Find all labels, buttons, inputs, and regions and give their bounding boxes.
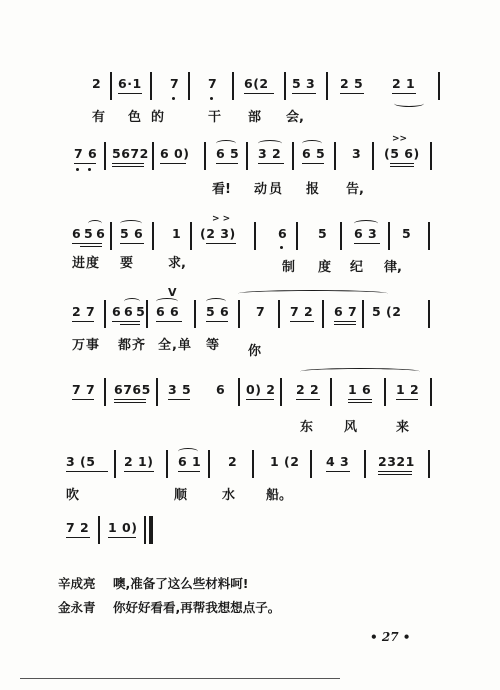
barline: [322, 300, 324, 328]
barline: [98, 516, 100, 544]
lyric: 纪: [350, 260, 364, 275]
lyric: 干: [208, 110, 222, 125]
lyric: 会,: [286, 110, 304, 125]
note-group: 6 3: [354, 226, 378, 241]
barline: [254, 222, 256, 250]
note-group: 7 7: [72, 382, 96, 397]
barline: [292, 142, 294, 170]
final-barline-thin: [144, 516, 146, 544]
barline: [166, 450, 168, 478]
note-group: 2: [228, 454, 238, 469]
note-group: 6765: [114, 382, 151, 397]
note-group: 7 6: [74, 146, 98, 161]
note-group: (2 3): [200, 226, 236, 241]
barline: [296, 222, 298, 250]
lyric: 吹: [66, 488, 80, 503]
barline: [190, 222, 192, 250]
barline: [340, 222, 342, 250]
lyric: 万事: [72, 338, 101, 353]
lyric: 进度: [72, 256, 101, 271]
barline: [238, 300, 240, 328]
note-group: 1: [172, 226, 182, 241]
note-group: 2 5: [340, 76, 364, 91]
note-group: 1 6: [348, 382, 372, 397]
score-system-2: 7 6 5672 6 0) 6 5 3 2 6 5 3 >> (5 6) 看! 动员 报 告,: [0, 0, 500, 80]
note-group: 7: [208, 76, 218, 91]
barline: [430, 142, 432, 170]
barline: [310, 450, 312, 478]
barline: [330, 378, 332, 406]
note-group: 6 5: [302, 146, 326, 161]
note-group: 6: [278, 226, 288, 241]
note-group: 7: [256, 304, 266, 319]
speaker-name: 金永青: [58, 600, 96, 615]
note-group: 2 7: [72, 304, 96, 319]
barline: [146, 300, 148, 328]
lyric: 求,: [168, 256, 186, 271]
lyric: 制: [282, 260, 296, 275]
speaker-name: 辛成亮: [58, 576, 96, 591]
final-barline-thick: [149, 516, 153, 544]
score-system-4: 2 7 6 6 5 V 6 6 5 6 7 7 2 6 7 5 (2 万事 都齐 全,单 等 你: [0, 0, 500, 80]
barline: [114, 450, 116, 478]
note-group: 6 5 6: [72, 226, 105, 241]
lyric: 等: [206, 338, 220, 353]
lyric: 度: [318, 260, 332, 275]
lyric: 都齐: [118, 338, 147, 353]
barline: [280, 378, 282, 406]
lyric: 顺: [174, 488, 188, 503]
note-group: 6(2: [244, 76, 269, 91]
bottom-rule: [20, 678, 340, 679]
note-group: 3: [352, 146, 362, 161]
barline: [110, 222, 112, 250]
lyric: 要: [120, 256, 134, 271]
note-group: 4 3: [326, 454, 350, 469]
note-group: 5: [402, 226, 412, 241]
note-group: 6 6 5: [112, 304, 145, 319]
barline: [428, 222, 430, 250]
lyric: 风: [344, 420, 358, 435]
note-group: 5 6: [206, 304, 230, 319]
note-group: 5 3: [292, 76, 316, 91]
dialogue-line-2: [58, 598, 280, 616]
note-group: 2 1): [124, 454, 154, 469]
lyric: 东: [300, 420, 314, 435]
note-group: 6 1: [178, 454, 202, 469]
barline: [104, 300, 106, 328]
barline: [156, 378, 158, 406]
lyric: 色的: [128, 110, 175, 125]
note-group: 3 (5: [66, 454, 96, 469]
barline: [246, 142, 248, 170]
lyric: 全,单: [158, 338, 192, 353]
note-group: 2 1: [392, 76, 416, 91]
note-group: 5 6: [120, 226, 144, 241]
dialogue-line-1: [58, 574, 248, 592]
barline: [428, 450, 430, 478]
note-group: 6: [216, 382, 226, 397]
lyric: 有: [92, 110, 106, 125]
note-group: 7 2: [66, 520, 90, 535]
dialogue-text: 你好好看看,再帮我想想点子。: [113, 600, 281, 615]
lyric: 动员: [254, 182, 285, 197]
barline: [388, 222, 390, 250]
note-group: 6·1: [118, 76, 142, 91]
note-group: (5 6): [384, 146, 420, 161]
lyric: 律,: [384, 260, 402, 275]
barline: [362, 300, 364, 328]
note-group: 1 (2: [270, 454, 300, 469]
score-system-3: 6 5 6 5 6 1 > > (2 3) 6 5 6 3 5 进度 要 求, 制 度 纪 律,: [0, 0, 500, 80]
lyric: 水: [222, 488, 236, 503]
barline: [208, 450, 210, 478]
note-group: 5: [318, 226, 328, 241]
note-group: 5 (2: [372, 304, 402, 319]
dialogue-text: 噢,准备了这么些材料呵!: [113, 576, 249, 591]
lyric: 告,: [346, 182, 364, 197]
barline: [372, 142, 374, 170]
note-group: 2321: [378, 454, 415, 469]
barline: [334, 142, 336, 170]
note-group: 5672: [112, 146, 149, 161]
barline: [238, 378, 240, 406]
barline: [152, 142, 154, 170]
barline: [204, 142, 206, 170]
barline: [384, 378, 386, 406]
lyric: 来: [396, 420, 410, 435]
page-number: • 27 •: [370, 630, 411, 644]
barline: [152, 222, 154, 250]
barline: [430, 378, 432, 406]
note-group: 3 5: [168, 382, 192, 397]
lyric: 看!: [212, 182, 231, 197]
barline: [252, 450, 254, 478]
note-group: 6 5: [216, 146, 240, 161]
barline: [104, 378, 106, 406]
lyric: 你: [248, 344, 262, 359]
barline: [194, 300, 196, 328]
note-group: 1 0): [108, 520, 138, 535]
lyric: 部: [248, 110, 262, 125]
barline: [278, 300, 280, 328]
lyric: 船。: [266, 488, 293, 503]
note-group: 1 2: [396, 382, 420, 397]
barline: [428, 300, 430, 328]
note-group: 3 2: [258, 146, 282, 161]
note-group: 2 2: [296, 382, 320, 397]
note-group: 6 6: [156, 304, 180, 319]
barline: [104, 142, 106, 170]
barline: [364, 450, 366, 478]
note-group: 2: [92, 76, 102, 91]
note-group: 6 0): [160, 146, 190, 161]
note-group: 7: [170, 76, 180, 91]
note-group: 0) 2: [246, 382, 276, 397]
note-group: 7 2: [290, 304, 314, 319]
note-group: 6 7: [334, 304, 358, 319]
lyric: 报: [306, 182, 320, 197]
